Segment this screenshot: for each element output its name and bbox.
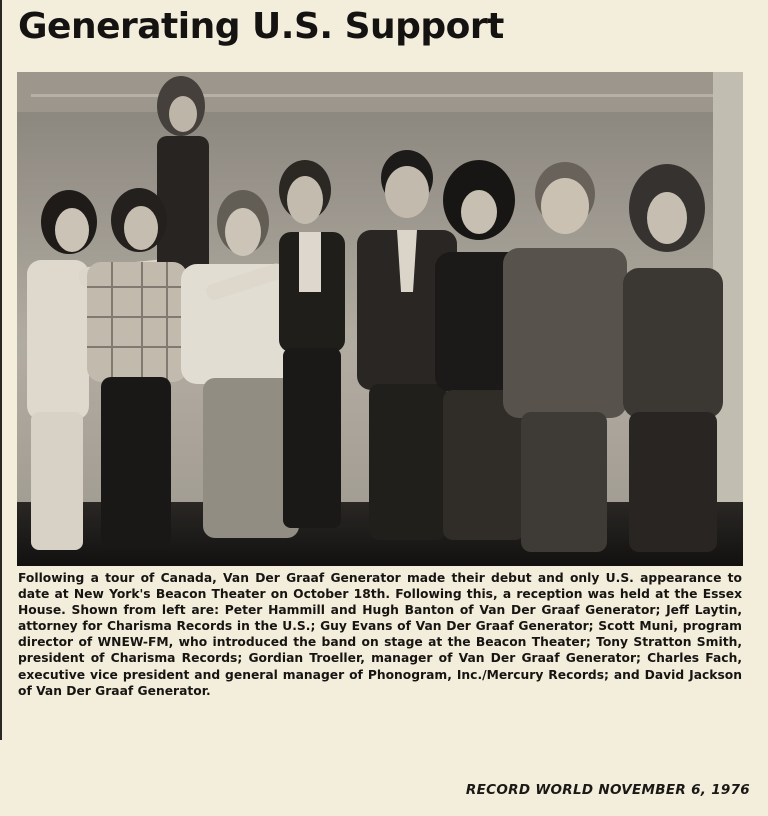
group-photo	[17, 72, 743, 566]
photo-caption: Following a tour of Canada, Van Der Graaf Generator made their debut and only U.S. appearance to date at New York's Beacon Theater on October 18th. Following this, a reception was held at the Essex House. Shown from left are: Peter Hammill and Hugh Banton of Van Der Graaf Generator; Jeff Laytin, attorney for Charisma Records in the U.S.; Guy Evans of Van Der Graaf Generator; Scott Muni, program director of WNEW-FM, who introduced the band on stage at the Beacon Theater; Tony Stratton Smith, president of Charisma Records; Gordian Troeller, manager of Van Der Graaf Generator; Charles Fach, executive vice president and general manager of Phonogram, Inc./Mercury Records; and David Jackson of Van Der Graaf Generator.	[18, 571, 742, 698]
publication-dateline: RECORD WORLD NOVEMBER 6, 1976	[465, 782, 750, 798]
column-rule	[0, 0, 2, 740]
headline: Generating U.S. Support	[18, 6, 504, 47]
